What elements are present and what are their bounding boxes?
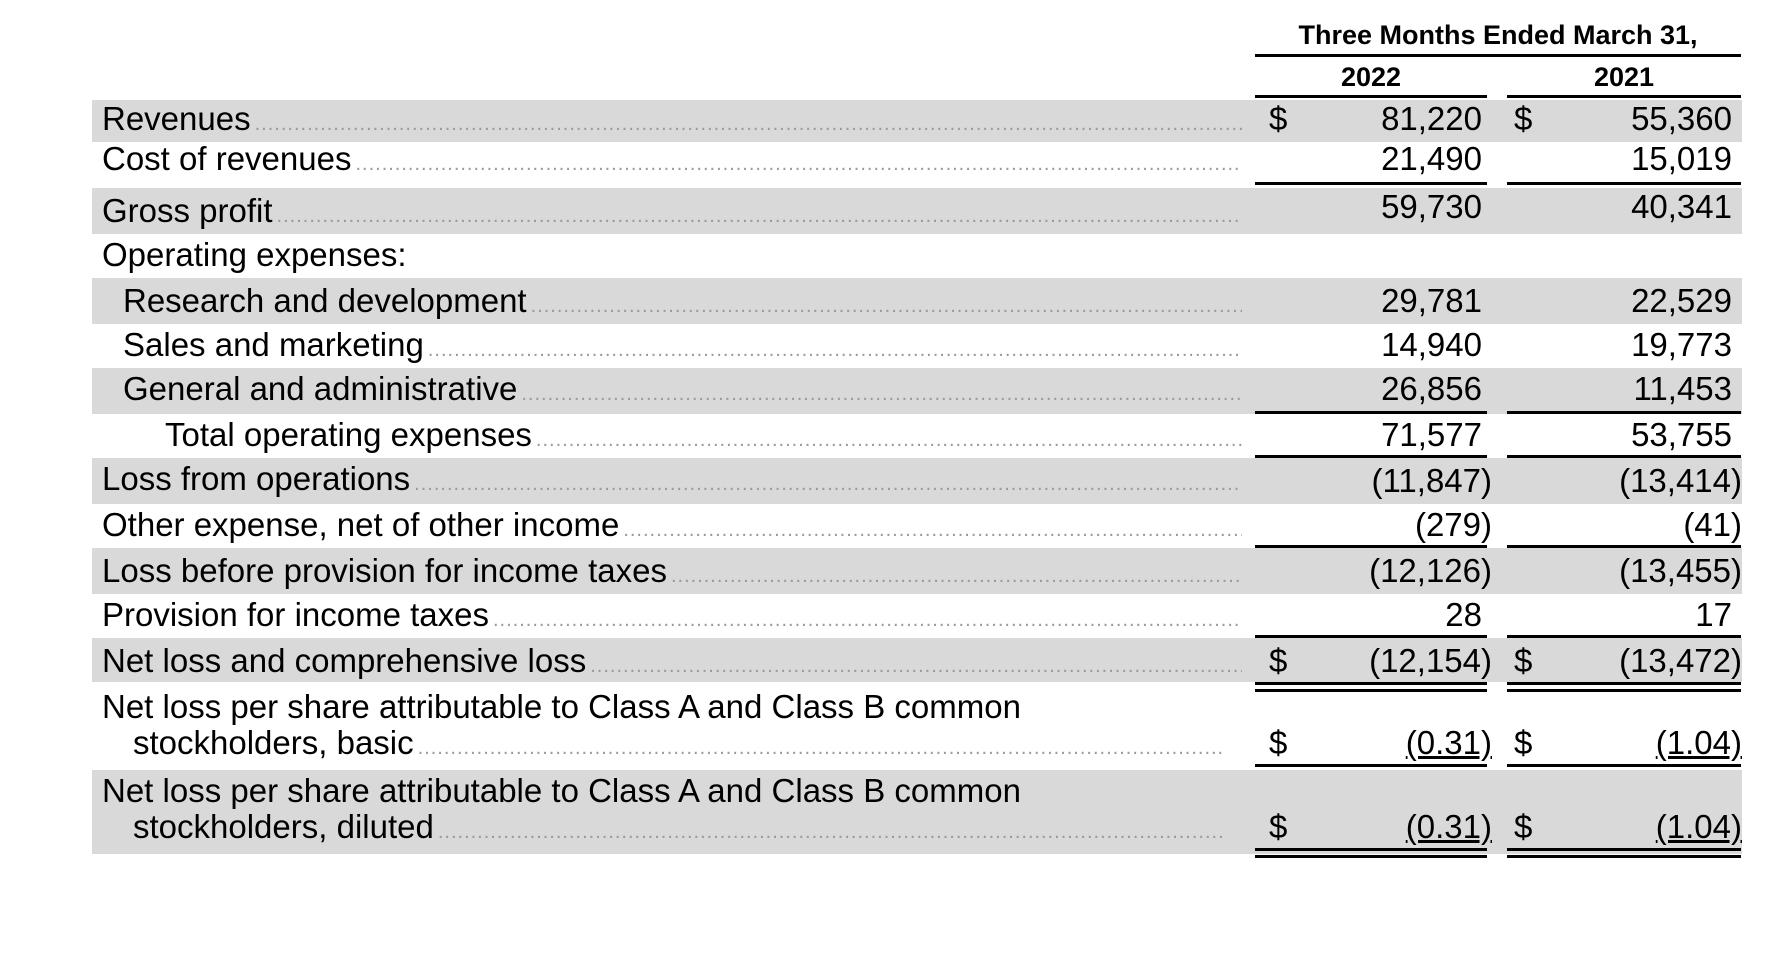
table-row xyxy=(92,686,1742,770)
table-row xyxy=(92,504,1742,548)
currency-symbol: $ xyxy=(1269,724,1288,761)
value-2021: 22,529 xyxy=(1631,282,1732,319)
header-rule xyxy=(1255,54,1741,57)
table-row xyxy=(92,548,1742,594)
value-2022: (0.31) xyxy=(1405,724,1492,761)
table-row xyxy=(92,638,1742,682)
row-label: Provision for income taxes ..... xyxy=(102,596,1242,634)
value-2022: 14,940 xyxy=(1381,326,1482,363)
value-2021: 17 xyxy=(1695,596,1732,633)
row-label: Gross profit ..... xyxy=(102,192,1242,230)
value-2021: 53,755 xyxy=(1631,416,1732,453)
table-row xyxy=(92,368,1742,414)
total-double-rule xyxy=(1255,848,1487,858)
year-rule-1 xyxy=(1255,95,1487,98)
row-label: General and administrative ..... xyxy=(123,370,1242,408)
row-label: Cost of revenues ..... xyxy=(102,140,1242,178)
row-label-line1: Net loss per share attributable to Class A and Class B common xyxy=(102,772,1021,809)
value-2021: 19,773 xyxy=(1631,326,1732,363)
value-2022: 21,490 xyxy=(1381,140,1482,177)
row-label xyxy=(102,772,1021,845)
section-heading-row xyxy=(92,234,1742,278)
subtotal-rule xyxy=(1507,182,1741,185)
table-row xyxy=(92,188,1742,234)
table-row xyxy=(92,458,1742,504)
year-rule-2 xyxy=(1507,95,1741,98)
row-label-line2: stockholders, basic ..... xyxy=(133,724,1223,762)
row-label: Revenues ..... xyxy=(102,100,1242,138)
value-2021: 40,341 xyxy=(1631,188,1732,225)
value-2022: 59,730 xyxy=(1381,188,1482,225)
currency-symbol: $ xyxy=(1269,100,1288,137)
section-heading: Operating expenses: xyxy=(102,236,407,273)
value-2022: 81,220 xyxy=(1381,100,1482,137)
value-2021: (41) xyxy=(1683,506,1742,543)
row-label-line2: stockholders, diluted ..... xyxy=(133,808,1223,846)
currency-symbol: $ xyxy=(1269,642,1288,679)
value-2022: (11,847) xyxy=(1371,462,1492,499)
row-label: Loss before provision for income taxes ..... xyxy=(102,552,1242,590)
table-row xyxy=(92,100,1742,142)
row-label: Other expense, net of other income ..... xyxy=(102,506,1242,544)
value-2022: (12,126) xyxy=(1369,552,1492,589)
table-row xyxy=(92,278,1742,324)
value-2021: 15,019 xyxy=(1631,140,1732,177)
currency-symbol: $ xyxy=(1514,642,1533,679)
value-2022: 28 xyxy=(1445,596,1482,633)
table-row xyxy=(92,770,1742,854)
value-2021: (1.04) xyxy=(1655,808,1742,845)
value-2021: (13,414) xyxy=(1619,462,1742,499)
value-2022: (0.31) xyxy=(1405,808,1492,845)
value-2022: 26,856 xyxy=(1381,370,1482,407)
value-2022: 71,577 xyxy=(1381,416,1482,453)
value-2021: 11,453 xyxy=(1633,370,1732,407)
table-row xyxy=(92,414,1742,458)
table-row xyxy=(92,324,1742,368)
currency-symbol: $ xyxy=(1514,724,1533,761)
value-2022: (12,154) xyxy=(1369,642,1492,679)
year-header-2022: 2022 xyxy=(1340,62,1402,92)
currency-symbol: $ xyxy=(1269,808,1288,845)
year-header-2021: 2021 xyxy=(1593,62,1655,92)
row-label: Research and development ..... xyxy=(123,282,1242,320)
value-2021: (1.04) xyxy=(1655,724,1742,761)
currency-symbol: $ xyxy=(1514,808,1533,845)
currency-symbol: $ xyxy=(1514,100,1533,137)
row-label-line1: Net loss per share attributable to Class A and Class B common xyxy=(102,688,1021,725)
value-2021: (13,455) xyxy=(1619,552,1742,589)
value-2021: 55,360 xyxy=(1631,100,1732,137)
row-label: Total operating expenses ..... xyxy=(165,416,1242,454)
value-2022: 29,781 xyxy=(1381,282,1482,319)
subtotal-rule xyxy=(1255,182,1487,185)
row-label: Loss from operations ..... xyxy=(102,460,1242,498)
period-header: Three Months Ended March 31, xyxy=(1298,20,1698,50)
row-label: Net loss and comprehensive loss ..... xyxy=(102,642,1242,680)
value-2022: (279) xyxy=(1414,506,1492,543)
value-2021: (13,472) xyxy=(1619,642,1742,679)
total-double-rule xyxy=(1507,848,1741,858)
table-row xyxy=(92,142,1742,184)
table-row xyxy=(92,594,1742,638)
row-label: Sales and marketing ..... xyxy=(123,326,1242,364)
row-label xyxy=(102,688,1021,761)
